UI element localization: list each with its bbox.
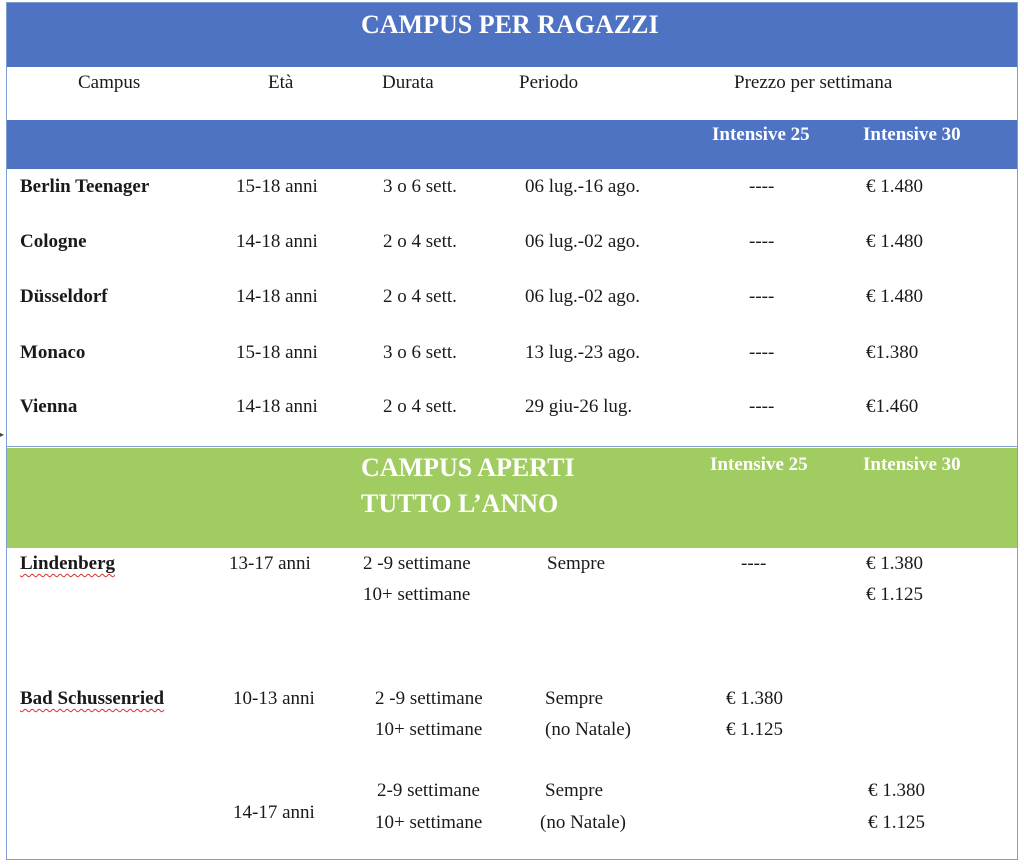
row-int30: €1.460	[866, 396, 919, 417]
section1-title: CAMPUS PER RAGAZZI	[361, 10, 659, 39]
row-eta: 14-18 anni	[236, 286, 318, 307]
table-anchor-marker: ▸	[0, 430, 5, 439]
row-eta: 15-18 anni	[236, 176, 318, 197]
row-campus: Düsseldorf	[20, 286, 108, 307]
row-periodo: 06 lug.-02 ago.	[525, 231, 641, 252]
section-divider	[7, 446, 1017, 447]
row-periodo: Sempre	[545, 780, 604, 801]
row-eta: 14-18 anni	[236, 396, 318, 417]
row-int30: € 1.480	[866, 231, 923, 252]
row-durata: 2 o 4 sett.	[383, 231, 457, 252]
row-int30: €1.380	[866, 342, 919, 363]
row-campus: Bad Schussenried	[20, 688, 165, 709]
row-durata: 2 -9 settimane	[375, 688, 483, 709]
row-durata: 10+ settimane	[375, 812, 483, 833]
row-int25: € 1.380	[726, 688, 783, 709]
row-periodo: 06 lug.-16 ago.	[525, 176, 641, 197]
row-eta: 10-13 anni	[233, 688, 315, 709]
row-periodo: 06 lug.-02 ago.	[525, 286, 641, 307]
row-campus: Lindenberg	[20, 553, 116, 574]
row-eta: 14-17 anni	[233, 802, 315, 823]
row-int30: € 1.125	[866, 584, 923, 605]
row-int30: € 1.380	[868, 780, 925, 801]
row-int25: ----	[749, 396, 775, 417]
header-eta: Età	[268, 72, 294, 93]
header-durata: Durata	[382, 72, 434, 93]
row-int25: ----	[749, 231, 775, 252]
row-campus: Monaco	[20, 342, 86, 363]
row-int25: € 1.125	[726, 719, 783, 740]
row-durata: 2-9 settimane	[377, 780, 480, 801]
row-periodo: 29 giu-26 lug.	[525, 396, 633, 417]
row-campus: Vienna	[20, 396, 78, 417]
row-campus: Berlin Teenager	[20, 176, 150, 197]
section2-subheader-intensive30: Intensive 30	[863, 454, 961, 475]
header-campus: Campus	[78, 72, 141, 93]
row-int25: ----	[749, 286, 775, 307]
row-periodo: 13 lug.-23 ago.	[525, 342, 641, 363]
row-periodo: (no Natale)	[545, 719, 631, 740]
row-periodo: (no Natale)	[540, 812, 626, 833]
row-eta: 15-18 anni	[236, 342, 318, 363]
header-periodo: Periodo	[519, 72, 579, 93]
row-durata: 10+ settimane	[375, 719, 483, 740]
row-int30: € 1.125	[868, 812, 925, 833]
row-int25: ----	[749, 342, 775, 363]
row-durata: 3 o 6 sett.	[383, 342, 457, 363]
row-eta: 13-17 anni	[229, 553, 311, 574]
row-int30: € 1.480	[866, 286, 923, 307]
section2-subheader-intensive25: Intensive 25	[710, 454, 808, 475]
row-int30: € 1.480	[866, 176, 923, 197]
row-periodo: Sempre	[547, 553, 606, 574]
row-periodo: Sempre	[545, 688, 604, 709]
row-int30: € 1.380	[866, 553, 923, 574]
row-eta: 14-18 anni	[236, 231, 318, 252]
subheader-intensive30: Intensive 30	[863, 124, 961, 145]
row-durata: 3 o 6 sett.	[383, 176, 457, 197]
row-campus: Cologne	[20, 231, 87, 252]
row-durata: 2 o 4 sett.	[383, 286, 457, 307]
subheader-intensive25: Intensive 25	[712, 124, 810, 145]
section2-title-line2: TUTTO L’ANNO	[361, 489, 559, 518]
header-prezzo: Prezzo per settimana	[734, 72, 893, 93]
row-int25: ----	[749, 176, 775, 197]
row-durata: 2 o 4 sett.	[383, 396, 457, 417]
row-durata: 10+ settimane	[363, 584, 471, 605]
row-durata: 2 -9 settimane	[363, 553, 471, 574]
row-int25: ----	[741, 553, 767, 574]
section2-title-line1: CAMPUS APERTI	[361, 453, 575, 482]
